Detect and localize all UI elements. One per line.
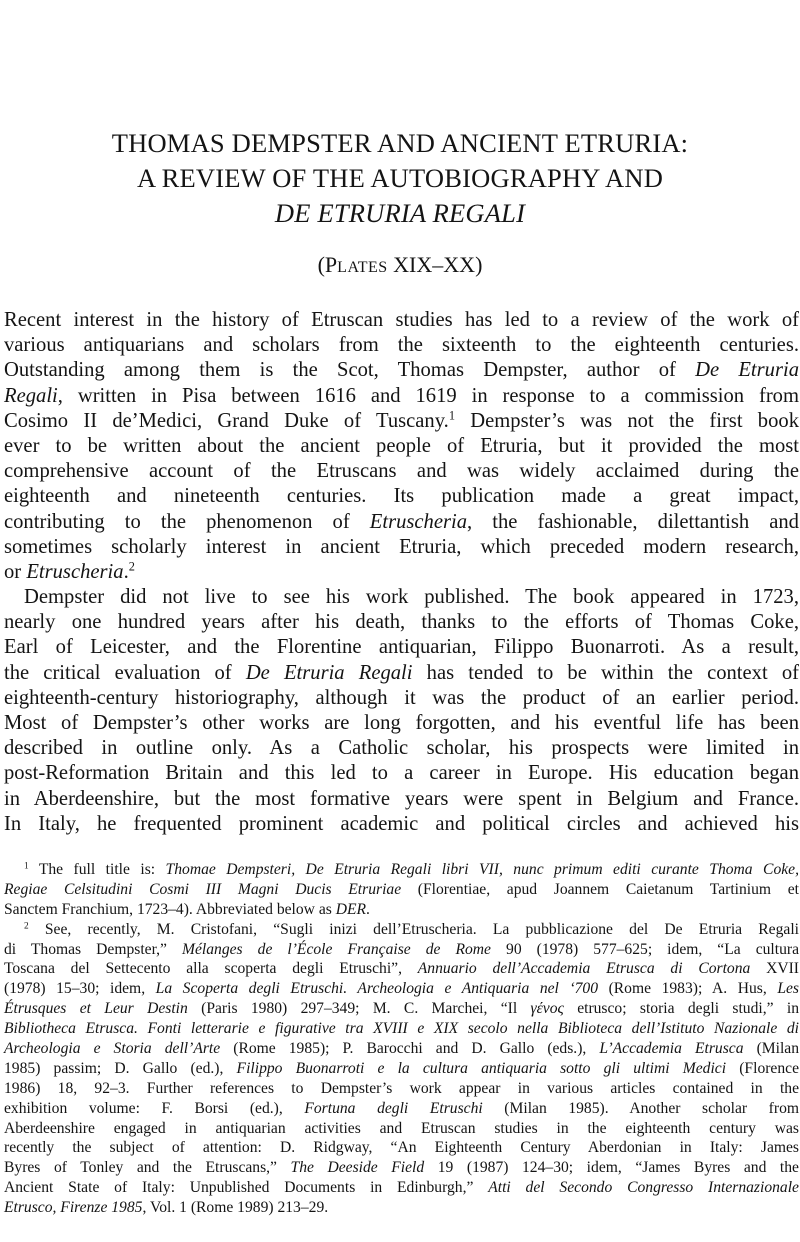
text-run: See, recently, M. Cristofani, “Sugli inizi dell’Etruscheria. La pubblicazione del De Etruria Regali (28, 920, 799, 938)
text-run: Toscana del Settecento alla scoperta degli Etruschi”, (4, 960, 418, 978)
footnote-line (4, 999, 799, 1019)
body-line (4, 761, 799, 786)
body-line (4, 560, 799, 585)
text-run: Earl of Leicester, and the Florentine antiquarian, Filippo Buonarroti. As a result, (4, 636, 799, 659)
italic-text: De Etruria (695, 359, 799, 382)
text-run: sometimes scholarly interest in ancient Etruria, which preceded modern research, (4, 535, 799, 558)
plates-open-paren: ( (317, 252, 325, 277)
footnote-1 (4, 860, 799, 920)
text-run: post-Reformation Britain and this led to a career in Europe. His education began (4, 762, 799, 785)
text-run: ever to be written about the ancient people of Etruria, but it provided the most (4, 434, 799, 457)
italic-text: Les (777, 980, 799, 998)
text-run: XVII (750, 960, 800, 978)
body-line (4, 787, 799, 812)
text-run: . (366, 900, 370, 918)
text-run: contributing to the phenomenon of (4, 510, 370, 533)
body-line (4, 308, 799, 333)
footnote-line (4, 1198, 799, 1218)
footnote-line (4, 1019, 799, 1039)
text-run: (1978) 15–30; idem, (4, 980, 156, 998)
footnote-marker: 2 (128, 559, 135, 574)
text-run: Dempster did not live to see his work published. The book appeared in 1723, (24, 586, 799, 609)
text-run: nearly one hundred years after his death, thanks to the efforts of Thomas Coke, (4, 611, 799, 634)
title-line-3: DE ETRURIA REGALI (274, 198, 526, 228)
footnote-line (4, 940, 799, 960)
plates-small-caps: LATES (337, 259, 388, 276)
footnote-line (4, 860, 799, 880)
text-run: Recent interest in the history of Etruscan studies has led to a review of the work of (4, 309, 799, 331)
text-run: . (123, 560, 129, 583)
plates-numbers: XIX–XX (387, 252, 476, 277)
body-line (4, 459, 799, 484)
footnote-marker: 1 (448, 408, 456, 423)
body-line (4, 333, 799, 358)
title-line-2: A REVIEW OF THE AUTOBIOGRAPHY AND (136, 163, 664, 193)
text-run: , the fashionable, dilettantish and (467, 510, 799, 533)
italic-text: Fortuna degli Etruschi (304, 1099, 483, 1117)
text-run: has tended to be within the context of (412, 661, 799, 684)
italic-text: La Scoperta degli Etruschi. Archeologia e Antiquaria nel ‘700 (155, 980, 599, 998)
text-run: comprehensive account of the Etruscans and was widely acclaimed during the (4, 460, 799, 483)
body-line (4, 711, 799, 736)
text-run: described in outline only. As a Catholic scholar, his prospects were limited in (4, 737, 799, 760)
footnote-marker: 2 (24, 921, 29, 932)
italic-text: Etruscheria (369, 510, 468, 533)
body-line (4, 812, 799, 837)
text-run: eighteenth and nineteenth centuries. Its publication made a great impact, (4, 485, 799, 508)
italic-text: DER (335, 900, 367, 918)
text-run: 19 (1987) 124–30; idem, “James Byres and the (424, 1159, 799, 1177)
plates-reference (0, 251, 800, 282)
text-run: (Rome 1983); A. Hus, (598, 980, 778, 998)
text-run: (Florence (726, 1059, 799, 1077)
text-run: Outstanding among them is the Scot, Thomas Dempster, author of (4, 359, 696, 382)
footnote-line (4, 920, 799, 940)
italic-text: γένος (530, 1000, 564, 1018)
footnote-2 (4, 920, 799, 1218)
text-run: Dempster’s was not the first book (455, 409, 799, 432)
text-run: various antiquarians and scholars from the sixteenth to the eighteenth centuries. (4, 334, 799, 357)
text-run: Aberdeenshire engaged in antiquarian activities and Etruscan studies in the eighteenth century was (4, 1119, 799, 1137)
text-run: di Thomas Dempster,” (4, 940, 182, 958)
italic-text: Mélanges de l’École Française de Rome (182, 940, 491, 958)
italic-text: Archeologia e Storia dell’Arte (4, 1040, 221, 1058)
italic-text: The Deeside Field (290, 1159, 425, 1177)
text-run: (Milan (743, 1040, 800, 1058)
text-run: In Italy, he frequented prominent academic and political circles and achieved his (4, 812, 799, 835)
footnote-line (4, 1099, 799, 1119)
body-line (4, 686, 799, 711)
body-line (4, 610, 799, 635)
body-line (4, 635, 799, 660)
footnote-line (4, 1079, 799, 1099)
italic-text: De Etruria Regali (245, 661, 413, 684)
footnote-line (4, 1119, 799, 1139)
text-run: , written in Pisa between 1616 and 1619 in response to a commission from (57, 384, 799, 407)
text-run: Sanctem Franchium, 1723–4). Abbreviated below as (4, 900, 336, 918)
footnote-line (4, 880, 799, 900)
text-run: (Rome 1985); P. Barocchi and D. Gallo (eds.), (220, 1040, 600, 1058)
title-line-1: THOMAS DEMPSTER AND ANCIENT ETRURIA: (111, 128, 689, 158)
italic-text: Bibliotheca Etrusca. Fonti letterarie e figurative tra XVIII e XIX secolo nella Biblioteca dell’Istituto Nazionale di (4, 1020, 799, 1038)
text-run: Cosimo II de’Medici, Grand Duke of Tuscany. (4, 409, 449, 432)
text-run: (Milan 1985). Another scholar from (482, 1099, 799, 1117)
text-run: eighteenth-century historiography, although it was the product of an earlier period. (4, 686, 799, 709)
text-run: in Aberdeenshire, but the most formative years were spent in Belgium and France. (4, 787, 799, 810)
body-line (4, 510, 799, 535)
body-line (4, 661, 799, 686)
text-run: exhibition volume: F. Borsi (ed.), (4, 1099, 305, 1117)
italic-text: Étrusques et Leur Destin (4, 1000, 188, 1018)
text-run: , Vol. 1 (Rome 1989) 213–29. (142, 1199, 329, 1217)
body-line (4, 409, 799, 434)
text-run: Byres of Tonley and the Etruscans,” (4, 1159, 291, 1177)
italic-text: Etrusco, Firenze 1985 (4, 1199, 143, 1217)
text-run: the critical evaluation of (4, 661, 246, 684)
body-text (4, 308, 799, 837)
italic-text: Regiae Celsitudini Cosmi III Magni Ducis Etruriae (4, 880, 402, 898)
footnotes (4, 860, 799, 1218)
footnote-line (4, 1039, 799, 1059)
italic-text: Annuario dell’Accademia Etrusca di Cortona (417, 960, 751, 978)
footnote-line (4, 979, 799, 999)
body-line (4, 434, 799, 459)
text-run: 1986) 18, 92–3. Further references to Dempster’s work appear in various articles contained in the (4, 1079, 799, 1097)
text-run: The full title is: (28, 861, 166, 878)
text-run: Ancient State of Italy: Unpublished Documents in Edinburgh,” (4, 1179, 489, 1197)
body-line (4, 358, 799, 383)
text-run: 1985) passim; D. Gallo (ed.), (4, 1059, 237, 1077)
italic-text: L’Accademia Etrusca (599, 1040, 744, 1058)
footnote-marker: 1 (24, 861, 29, 872)
plates-close-paren: ) (475, 252, 483, 277)
text-run: (Paris 1980) 297–349; M. C. Marchei, “Il (187, 1000, 531, 1018)
footnote-line (4, 1138, 799, 1158)
body-line (4, 585, 799, 610)
footnote-line (4, 959, 799, 979)
footnote-line (4, 1059, 799, 1079)
body-line (4, 384, 799, 409)
body-line (4, 484, 799, 509)
italic-text: Etruscheria (26, 560, 124, 583)
italic-text: Thomae Dempsteri, De Etruria Regali libri VII, nunc primum editi curante Thoma Coke, (165, 861, 799, 878)
text-run: etrusco; storia degli studi,” in (563, 1000, 799, 1018)
text-run: Most of Dempster’s other works are long forgotten, and his eventful life has been (4, 712, 799, 734)
italic-text: Atti del Secondo Congresso Internazionale (488, 1179, 799, 1197)
text-run: or (4, 560, 27, 583)
text-run: (Florentiae, apud Joannem Caietanum Tartinium et (401, 880, 799, 898)
plates-cap: P (324, 252, 338, 277)
footnote-line (4, 1178, 799, 1198)
italic-text: Regali (4, 384, 58, 407)
italic-text: Filippo Buonarroti e la cultura antiquaria sotto gli ultimi Medici (236, 1059, 727, 1077)
text-run: recently the subject of attention: D. Ridgway, “An Eighteenth Century Aberdonian in Italy: James (4, 1139, 799, 1157)
article-title (0, 126, 800, 231)
body-line (4, 736, 799, 761)
footnote-line (4, 1158, 799, 1178)
footnote-line (4, 900, 799, 920)
body-line (4, 535, 799, 560)
text-run: 90 (1978) 577–625; idem, “La cultura (490, 940, 799, 958)
